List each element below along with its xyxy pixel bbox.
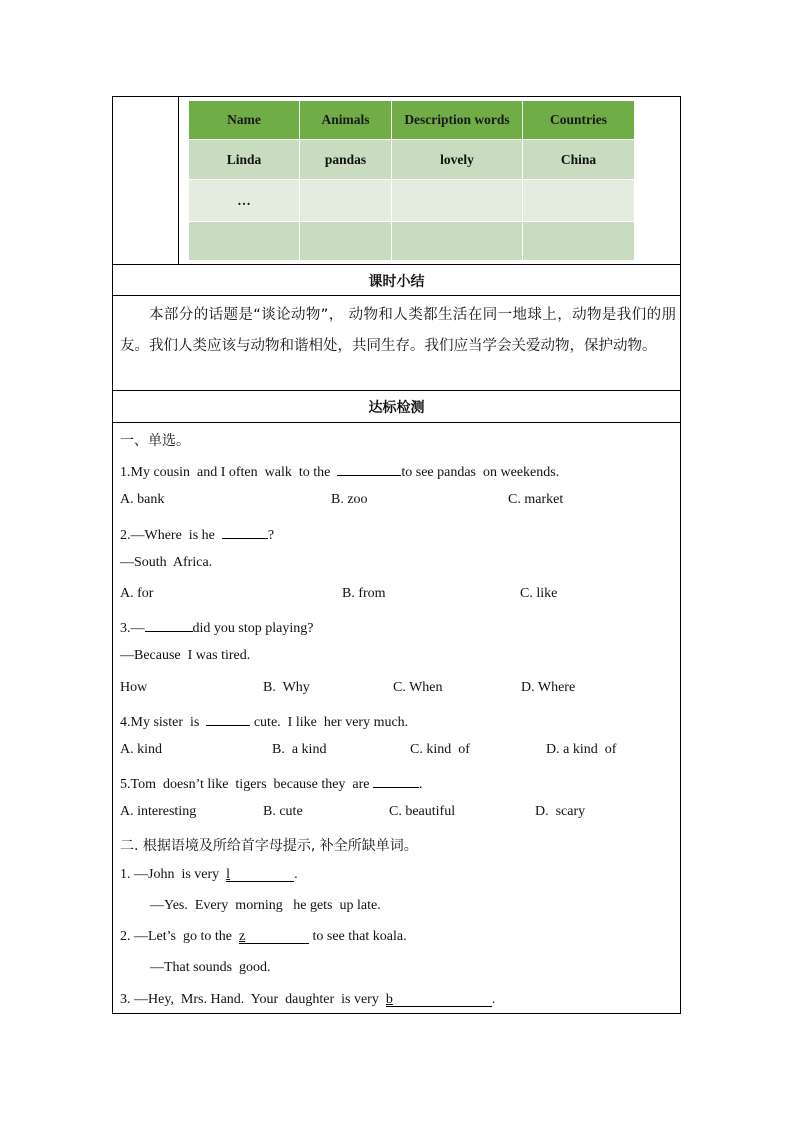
- table-header-cell: Animals: [300, 101, 392, 140]
- left-column-divider: [178, 97, 179, 265]
- table-header-cell: Name: [189, 101, 300, 140]
- table-header-row: [189, 101, 635, 140]
- table-cell: Linda: [189, 140, 300, 180]
- divider: [113, 295, 680, 296]
- question-2: [120, 524, 274, 544]
- fill-2: [120, 929, 407, 945]
- table-row: [189, 180, 635, 222]
- q2-text-end: ?: [267, 528, 275, 543]
- fill-3: [120, 992, 495, 1008]
- q3-text: 3.—: [120, 621, 145, 636]
- question-1: [120, 461, 559, 481]
- part2-title: 二. 根据语境及所给首字母提示, 补全所缺单词。: [120, 838, 418, 854]
- f1-reply: —Yes. Every morning he gets up late.: [150, 898, 381, 913]
- q1-option-b[interactable]: B. zoo: [331, 492, 368, 507]
- q2-option-c[interactable]: C. like: [520, 586, 558, 601]
- table-row: [189, 140, 635, 180]
- q5-option-c[interactable]: C. beautiful: [389, 804, 456, 819]
- fill-1: [120, 867, 298, 883]
- q5-option-d[interactable]: D. scary: [535, 804, 586, 819]
- table-header-cell: Countries: [523, 101, 635, 140]
- table-header-cell: Description words: [392, 101, 523, 140]
- q3-blank[interactable]: [145, 617, 193, 632]
- table-cell: [189, 222, 300, 261]
- f3-blank[interactable]: [386, 992, 492, 1007]
- q4-option-b[interactable]: B. a kind: [272, 742, 327, 757]
- q4-option-a[interactable]: A. kind: [120, 742, 162, 757]
- q4-option-d[interactable]: D. a kind of: [546, 742, 617, 757]
- q2-blank[interactable]: [222, 524, 268, 539]
- f2-text: 2. —Let’s go to the: [120, 929, 239, 944]
- q3-text-end: did you stop playing?: [192, 621, 314, 636]
- table-cell: [392, 222, 523, 261]
- animal-table: [188, 100, 635, 261]
- q1-option-c[interactable]: C. market: [508, 492, 564, 507]
- q5-blank[interactable]: [373, 773, 419, 788]
- table-cell: pandas: [300, 140, 392, 180]
- q2-text: 2.—Where is he: [120, 528, 222, 543]
- q1-text: 1.My cousin and I often walk to the: [120, 465, 338, 480]
- q1-option-a[interactable]: A. bank: [120, 492, 165, 507]
- f3-text: 3. —Hey, Mrs. Hand. Your daughter is very: [120, 992, 386, 1007]
- table-cell: [300, 180, 392, 222]
- table-cell: China: [523, 140, 635, 180]
- f2-first-letter: z: [239, 929, 246, 944]
- q3-option-b[interactable]: B. Why: [263, 680, 310, 695]
- q3-option-a[interactable]: How: [120, 680, 148, 695]
- q3-option-d[interactable]: D. Where: [521, 680, 576, 695]
- f1-blank[interactable]: [226, 867, 294, 882]
- question-3: [120, 617, 313, 637]
- question-5: [120, 773, 423, 793]
- q2-option-b[interactable]: B. from: [342, 586, 386, 601]
- lesson-frame: [112, 96, 681, 1014]
- f3-first-letter: b: [385, 992, 393, 1007]
- q5-text-end: .: [419, 777, 423, 792]
- f2-text-end: to see that koala.: [309, 929, 407, 944]
- divider: [113, 422, 680, 423]
- table-cell: [300, 222, 392, 261]
- q4-blank[interactable]: [206, 711, 250, 726]
- table-cell: …: [189, 180, 300, 222]
- table-cell: lovely: [392, 140, 523, 180]
- f2-blank[interactable]: [239, 929, 309, 944]
- summary-text: 本部分的话题是“谈论动物”， 动物和人类都生活在同一地球上，动物是我们的朋友。我们人类应该与动物和谐相处，共同生存。我们应当学会关爱动物，保护动物。: [120, 307, 676, 354]
- f3-text-end: .: [491, 992, 496, 1007]
- q5-option-b[interactable]: B. cute: [263, 804, 303, 819]
- divider: [113, 390, 680, 391]
- summary-text-block: [120, 300, 676, 362]
- f1-text-end: .: [294, 867, 298, 882]
- q5-text: 5.Tom doesn’t like tigers because they are: [120, 777, 374, 792]
- q4-option-c[interactable]: C. kind of: [410, 742, 470, 757]
- q4-text: 4.My sister is: [120, 715, 207, 730]
- question-4: [120, 711, 408, 731]
- table-cell: [523, 222, 635, 261]
- table-cell: [523, 180, 635, 222]
- q4-text-end: cute. I like her very much.: [250, 715, 409, 730]
- q1-text-end: to see pandas on weekends.: [401, 465, 560, 480]
- f1-text: 1. —John is very: [120, 867, 227, 882]
- table-cell: [392, 180, 523, 222]
- q3-option-c[interactable]: C. When: [393, 680, 443, 695]
- divider: [113, 264, 680, 265]
- f1-first-letter: l: [226, 867, 231, 882]
- q5-option-a[interactable]: A. interesting: [120, 804, 197, 819]
- q3-answer: —Because I was tired.: [120, 648, 251, 663]
- q2-option-a[interactable]: A. for: [120, 586, 154, 601]
- summary-title: 课时小结: [368, 274, 425, 290]
- table-row: [189, 222, 635, 261]
- test-title: 达标检测: [368, 400, 425, 416]
- f2-reply: —That sounds good.: [150, 960, 271, 975]
- q1-blank[interactable]: [337, 461, 401, 476]
- q2-answer: —South Africa.: [120, 555, 213, 570]
- part1-title: 一、单选。: [120, 433, 190, 449]
